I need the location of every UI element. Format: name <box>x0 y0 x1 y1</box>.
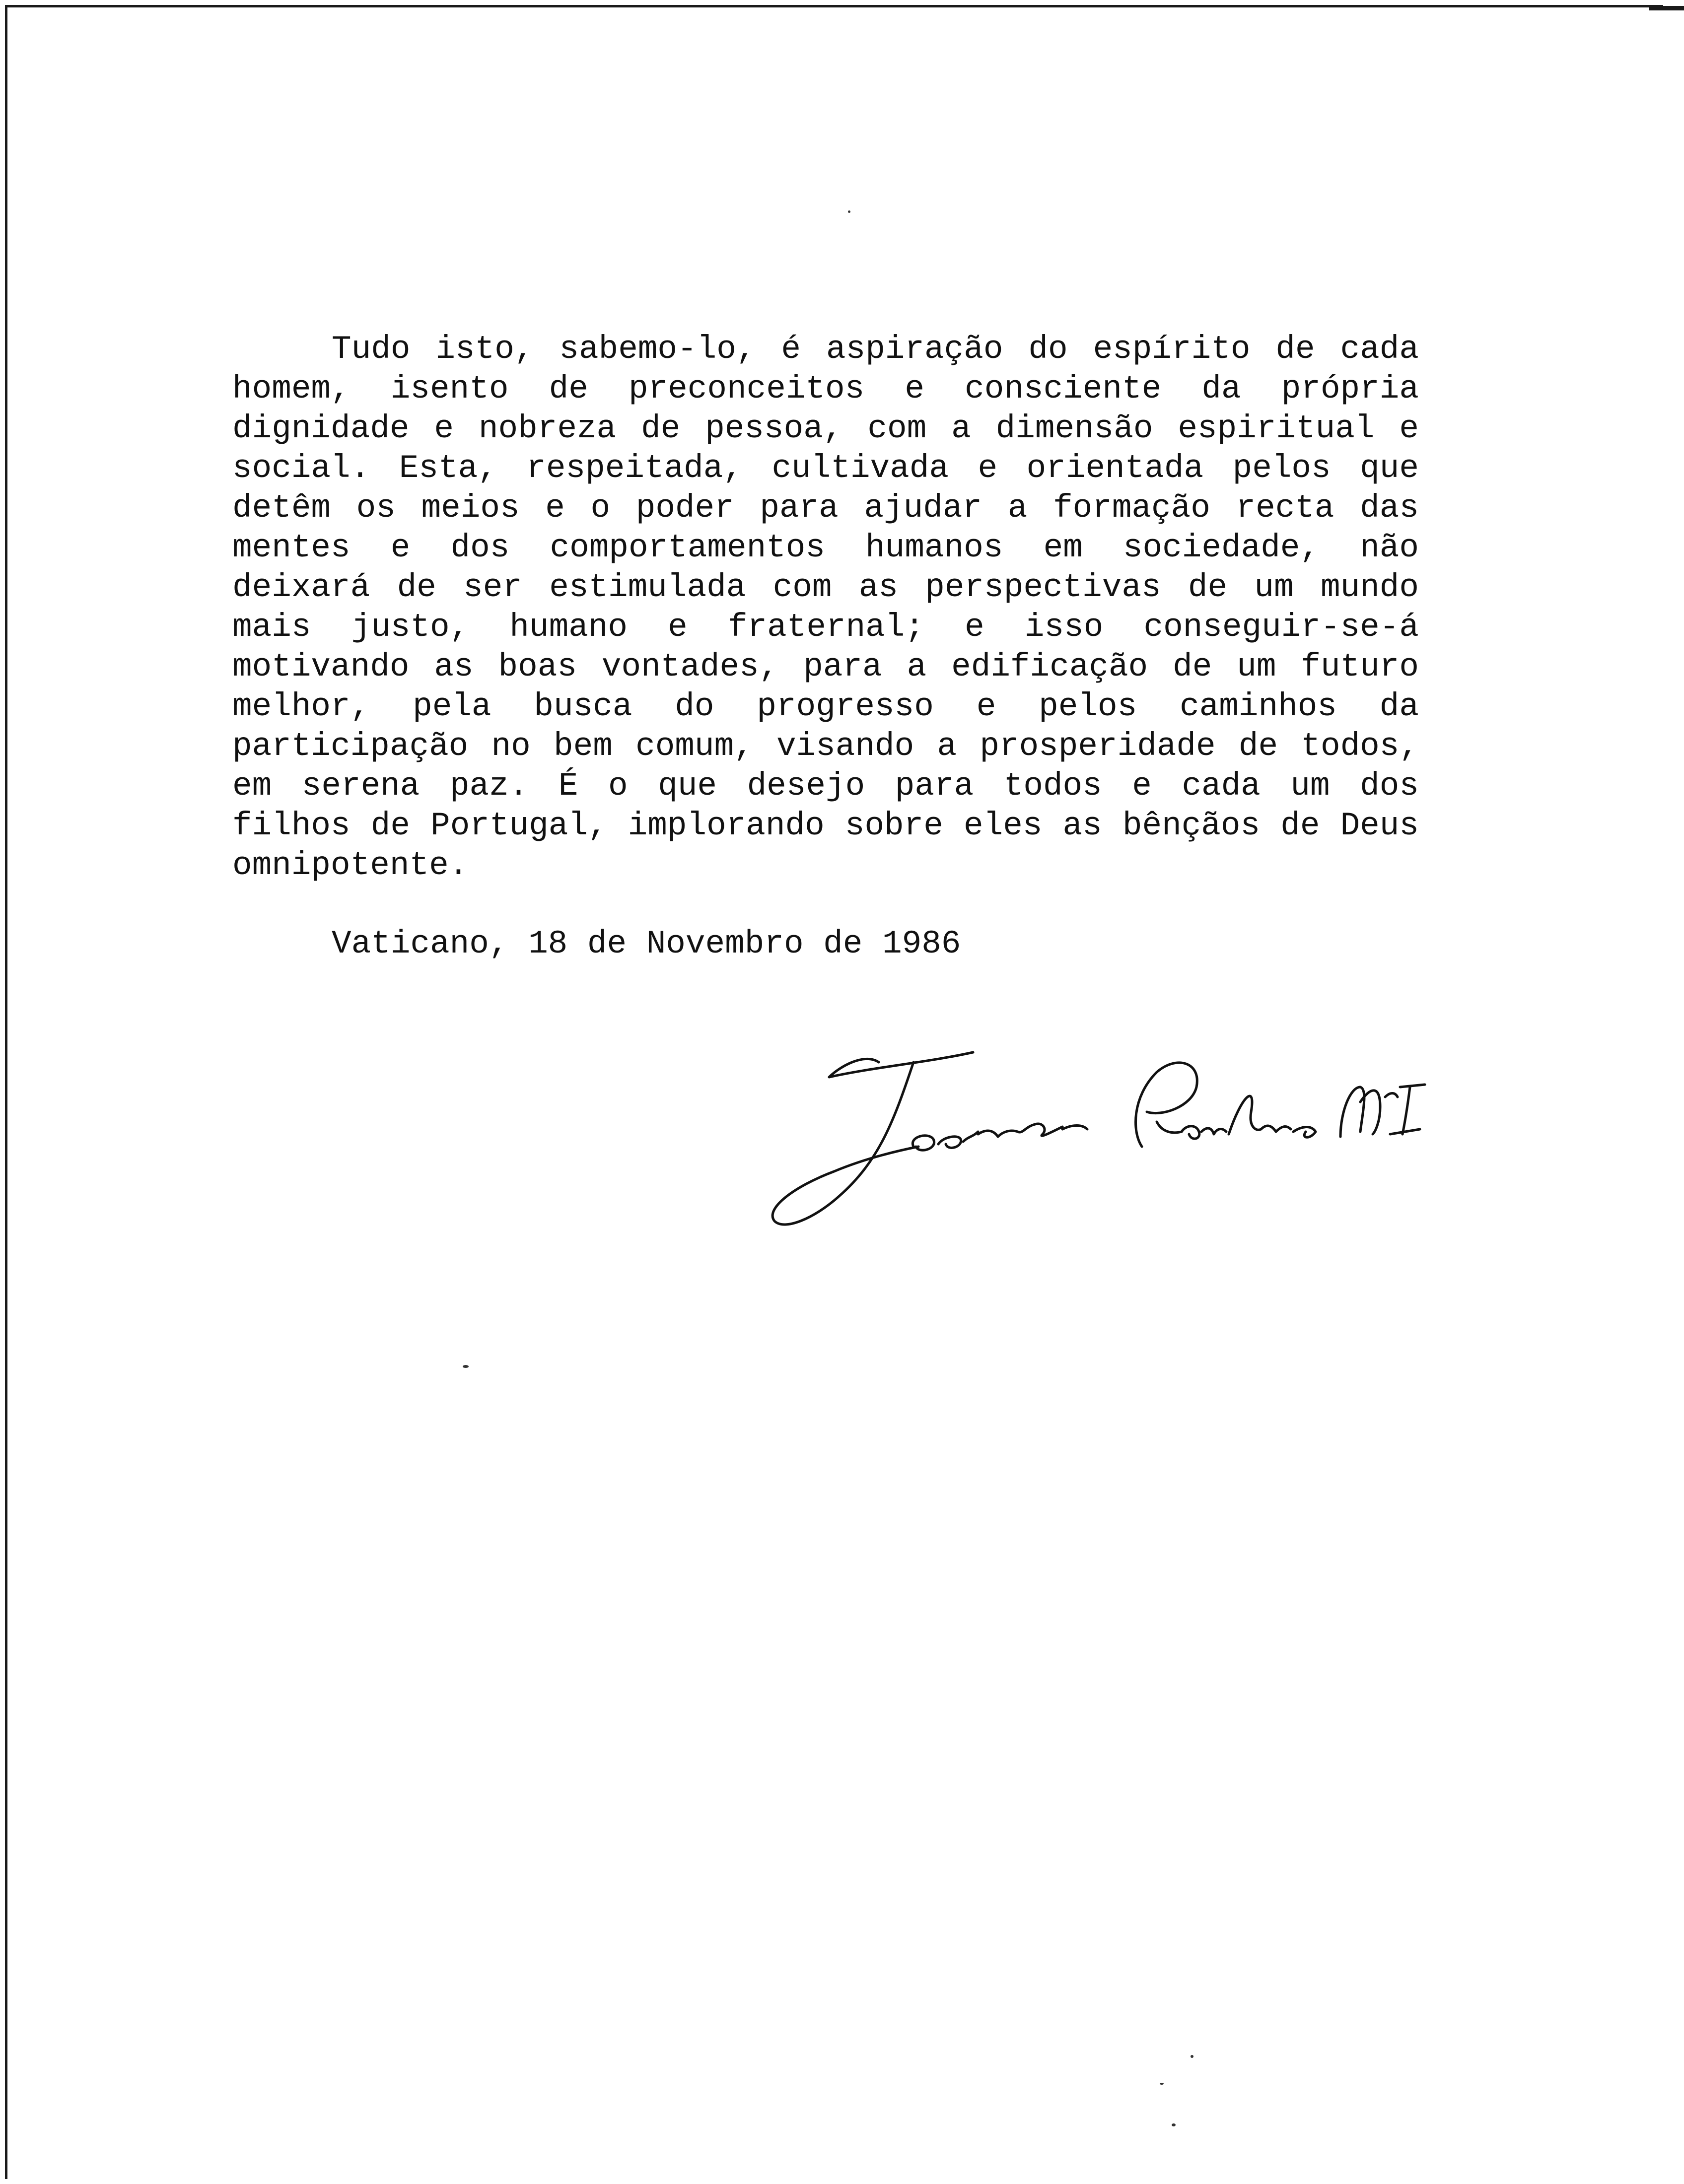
page-border-corner <box>1649 6 1684 10</box>
scan-speck <box>1160 2083 1164 2085</box>
scan-speck <box>1191 2055 1193 2058</box>
page-border-top <box>5 5 1663 7</box>
dateline: Vaticano, 18 de Novembro de 1986 <box>332 925 961 962</box>
signature <box>765 1032 1609 1241</box>
scan-speck <box>463 1365 469 1368</box>
page-border-left <box>5 5 7 2179</box>
letter-paragraph: Tudo isto, sabemo-lo, é aspiração do espírito de cada homem, isento de preconceitos e consciente da própria dignidade e nobreza de pessoa, com a dimensão espiritual e social. Esta, respeitada, cultivada e orientada pelos que detêm os meios e o poder para ajudar a formação recta das mentes e dos comportamentos humanos em sociedade, não deixará de ser estimulada com as perspectivas de um mundo mais justo, humano e fraternal; e isso conseguir-se-á motivando as boas vontades, para a edificação de um futuro melhor, pela busca do progresso e pelos caminhos da participação no bem comum, visando a prosperidade de todos, em serena paz. É o que desejo para todos e cada um dos filhos de Portugal, implorando sobre eles as bênçãos de Deus omnipotente. <box>232 331 1419 884</box>
scan-speck <box>1172 2123 1176 2126</box>
scan-speck <box>848 210 850 213</box>
